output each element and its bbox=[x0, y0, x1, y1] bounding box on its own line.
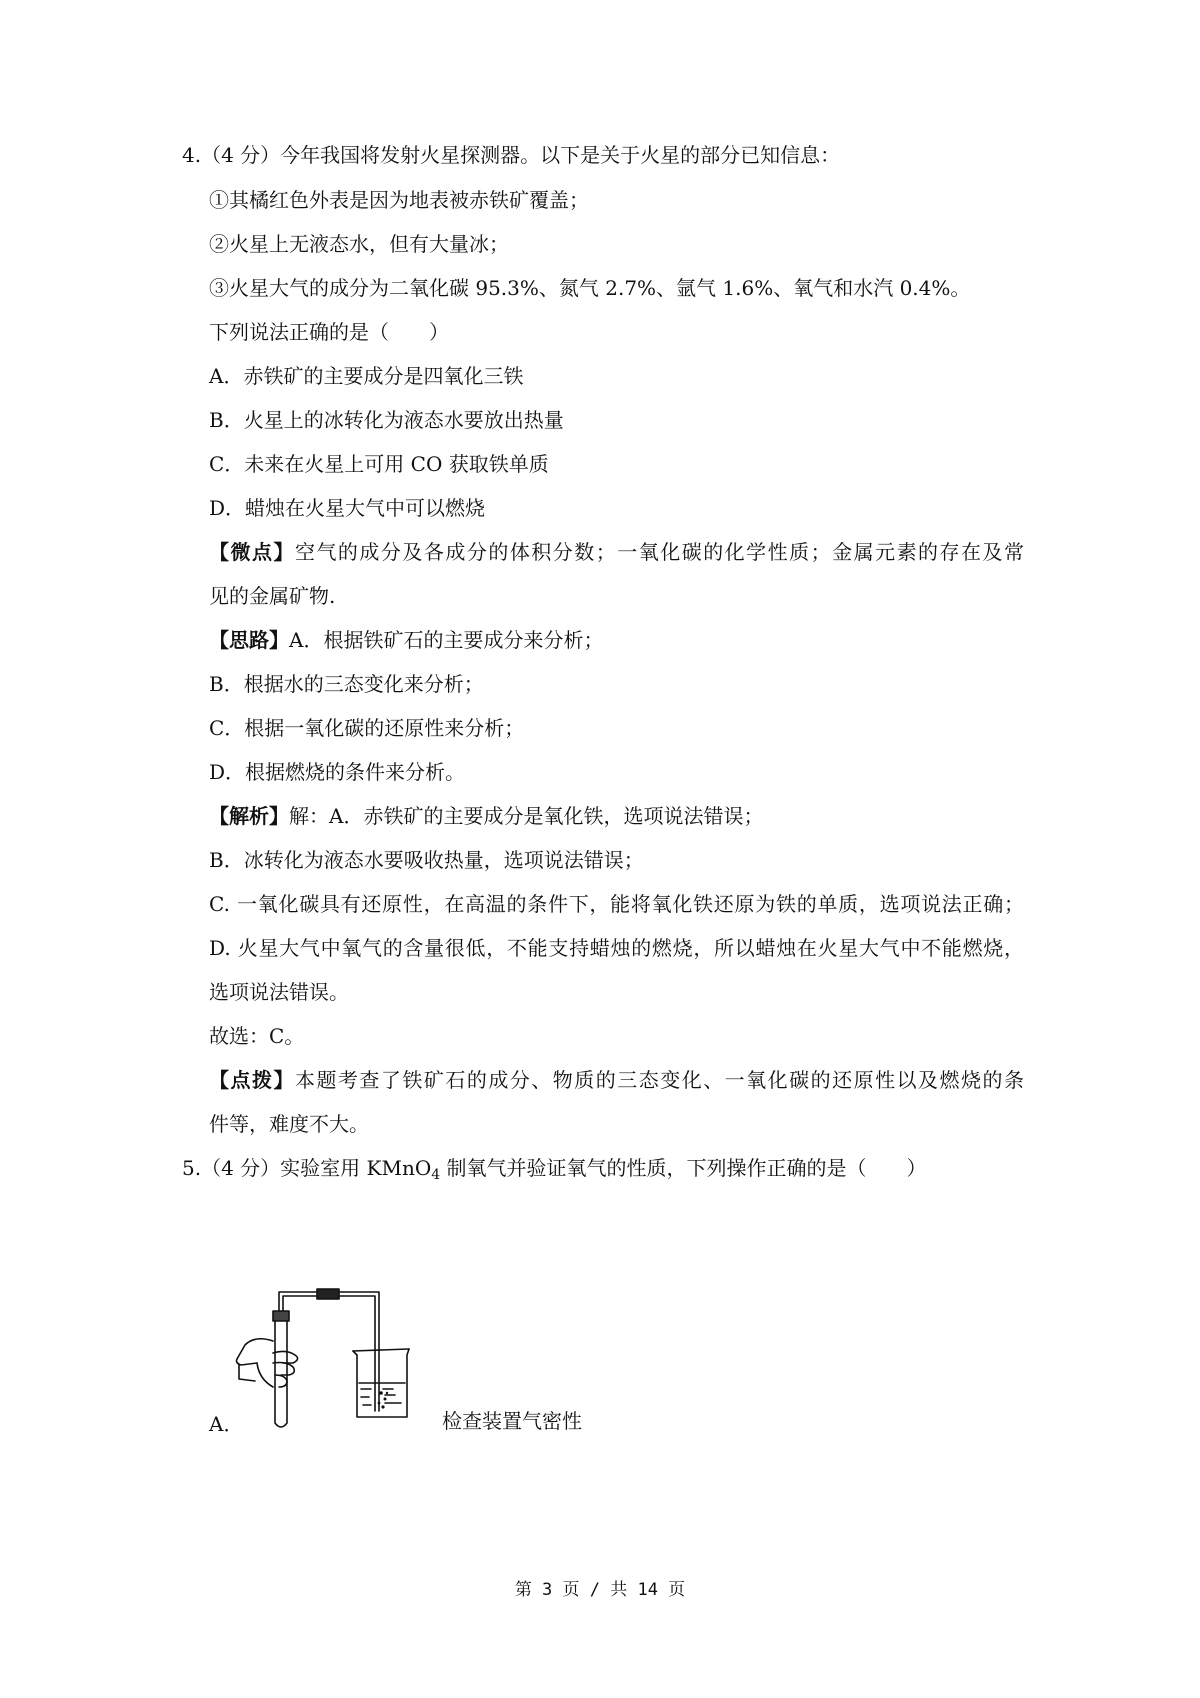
q4-info-2: ②火星上无液态水，但有大量冰； bbox=[209, 232, 509, 256]
q4-dianbo-line2: 件等，难度不大。 bbox=[209, 1112, 369, 1136]
gas-tightness-check-apparatus-icon bbox=[235, 1283, 441, 1433]
q4-info-1: ①其橘红色外表是因为地表被赤铁矿覆盖； bbox=[209, 188, 589, 212]
page-footer: 第 3 页 / 共 14 页 bbox=[514, 1580, 686, 1600]
q4-option-d: D．蜡烛在火星大气中可以燃烧 bbox=[209, 496, 486, 520]
q4-weidian-line1: 【微点】空气的成分及各成分的体积分数；一氧化碳的化学性质；金属元素的存在及常 bbox=[209, 540, 1025, 564]
q4-jiexi-c: C. 一氧化碳具有还原性，在高温的条件下，能将氧化铁还原为铁的单质，选项说法正确； bbox=[209, 892, 1024, 916]
q4-silu-b: B．根据水的三态变化来分析； bbox=[209, 672, 484, 696]
q5-stem: 5.（4 分）实验室用 KMnO$_4$ 制氧气并验证氧气的性质，下列操作正确的是（ ） bbox=[182, 1156, 927, 1183]
q4-jiexi: 【解析】解：A．赤铁矿的主要成分是氧化铁，选项说法错误； bbox=[209, 804, 764, 828]
q4-weidian-line2: 见的金属矿物. bbox=[209, 584, 336, 608]
q4-jiexi-b: B．冰转化为液态水要吸收热量，选项说法错误； bbox=[209, 848, 644, 872]
q4-prompt: 下列说法正确的是（ ） bbox=[209, 320, 449, 344]
q4-jiexi-d1: D. 火星大气中氧气的含量很低，不能支持蜡烛的燃烧，所以蜡烛在火星大气中不能燃烧， bbox=[209, 936, 1024, 960]
q4-answer: 故选：C。 bbox=[209, 1024, 305, 1048]
q5-option-a-caption: 检查装置气密性 bbox=[442, 1409, 582, 1433]
q4-silu-c: C．根据一氧化碳的还原性来分析； bbox=[209, 716, 525, 740]
dianbo-tag: 【点拨】 bbox=[209, 1068, 295, 1092]
q4-option-a: A．赤铁矿的主要成分是四氧化三铁 bbox=[209, 364, 524, 388]
silu-tag: 【思路】 bbox=[209, 628, 289, 652]
q4-option-c: C．未来在火星上可用 CO 获取铁单质 bbox=[209, 452, 549, 476]
q5-option-a-label: A． bbox=[209, 1412, 244, 1436]
subscript-4: 4 bbox=[431, 1167, 441, 1183]
q4-dianbo-line1: 【点拨】本题考查了铁矿石的成分、物质的三态变化、一氧化碳的还原性以及燃烧的条 bbox=[209, 1068, 1025, 1092]
q4-option-b: B．火星上的冰转化为液态水要放出热量 bbox=[209, 408, 564, 432]
q4-silu-d: D．根据燃烧的条件来分析。 bbox=[209, 760, 466, 784]
jiexi-tag: 【解析】 bbox=[209, 804, 289, 828]
q4-info-3: ③火星大气的成分为二氧化碳 95.3%、氮气 2.7%、氩气 1.6%、氧气和水汽 0.4%。 bbox=[209, 276, 971, 300]
q4-jiexi-d2: 选项说法错误。 bbox=[209, 980, 349, 1004]
q4-stem: 4.（4 分）今年我国将发射火星探测器。以下是关于火星的部分已知信息： bbox=[182, 143, 841, 167]
q4-silu: 【思路】A．根据铁矿石的主要成分来分析； bbox=[209, 628, 604, 652]
weidian-tag: 【微点】 bbox=[209, 540, 295, 564]
